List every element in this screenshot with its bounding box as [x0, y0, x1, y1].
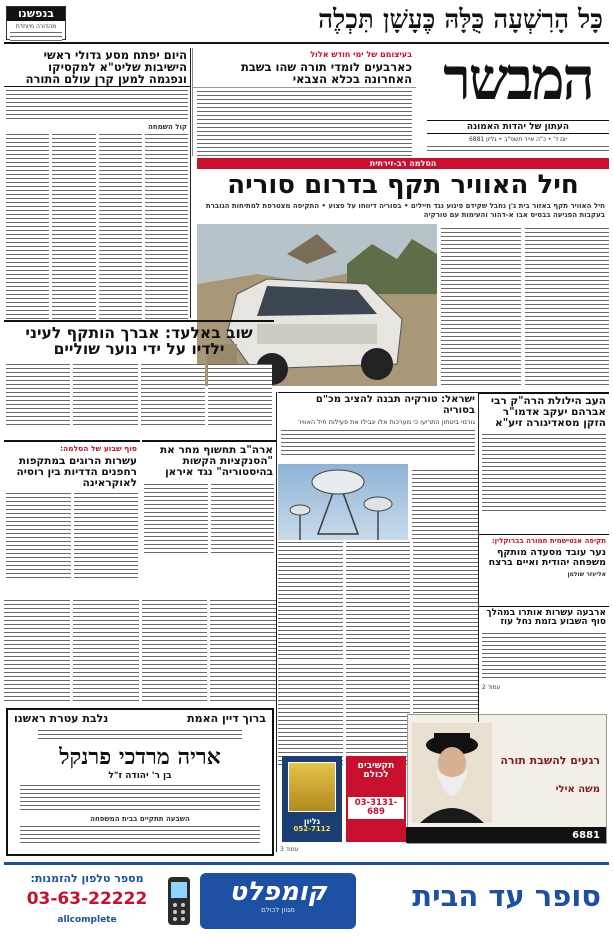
banner-side-box — [6, 6, 66, 40]
memorial-note: השבעה תתקיים בבית המשפחה — [90, 815, 190, 824]
footer-slogan: סופר עד הבית — [412, 879, 601, 913]
war-headline: עשרות הרוגים במתקפות רחפנים הדדיות בין רוסיה לאוקראינה — [16, 455, 137, 490]
memorial-sub: בן ר' יהודה ז"ל — [108, 770, 172, 781]
middle-columns — [278, 542, 478, 662]
top-left-headline: היום יפתח מסע גדולי ראשי הישיבות שליט"א למקסיקו ונפגמה למען קרן עולם התורה — [4, 48, 190, 87]
nahal-oz-story — [479, 606, 609, 710]
footer-brand-box — [200, 873, 356, 929]
turkey-story — [278, 392, 478, 462]
masthead-tagline: העתון של יהדות האמונה — [427, 120, 609, 134]
top-banner — [4, 4, 609, 44]
lead-subhead: חיל האוויר תקף באזור בית ג'ן נחבל שקידם פיגוע נגד חיילים • בסוריה דיווחו על פצוע • התקיפה מצטרפת למתיחות הגוברת בעקבות הפגיעה בבסיס אבו א-דהור והעימות עם טורקיה — [205, 202, 605, 220]
brooklyn-kicker: תקיפה אנטישמית חמורה בברוקלין: — [491, 537, 606, 545]
memorial-top: ברוך דיין האמת — [187, 712, 266, 725]
masthead-dateline: יום ד' • כ"ה אייר תשפ"ב • גליון 6881 — [468, 136, 568, 143]
masthead — [427, 44, 609, 156]
ad-rabbi — [407, 714, 607, 844]
banner-side-logo: בנפשנו — [7, 7, 65, 21]
footer-brand-sub: מגוון לכולם — [261, 906, 295, 915]
lead-kicker: הסלמה רב-זירתית — [197, 158, 609, 169]
radar-photo — [278, 464, 408, 540]
war-kicker: סוף שבוע של הסלמה: — [60, 444, 137, 453]
ad-small-phone: 03-3131-689 — [348, 797, 404, 819]
memorial-notice — [6, 708, 274, 856]
ad-book — [282, 756, 342, 842]
banner-side-sub: מהדורה מיוחדת — [15, 22, 57, 30]
footer-phone-label: מספר טלפון להזמנות: — [30, 872, 144, 885]
footer-site: allcomplete — [57, 915, 117, 925]
ad-rabbi-text: רגעים להשבת תורה — [500, 754, 600, 767]
elad-story — [4, 320, 274, 438]
brooklyn-story — [479, 534, 609, 604]
elad-headline: שוב באלעד: אברך הותקף לעיני ילדיו על ידי נוער שוליים — [25, 324, 253, 359]
top-left-story — [4, 48, 190, 318]
phone-icon — [166, 875, 192, 927]
turkey-sub: גורמי ביטחון התריעו כי מערכות אלו יגבילו את פעילות חיל האוויר — [297, 418, 475, 426]
banner-verse: כָּל הָרִשְׁעָה כֻּלָּהּ כֶּעָשָׁן תִּכְלֶה — [318, 5, 603, 35]
top-left-kicker: קול השמחה — [147, 123, 187, 132]
hillula-story — [479, 392, 609, 532]
top-mid-headline: כארבעים לומדי תורה שהו בשבת האחרונה בכלא הצבאי — [193, 59, 416, 88]
nahal-oz-byline: עמוד 2 — [482, 683, 501, 691]
ad-small-title: תקשיבים לכולם — [357, 761, 395, 781]
page-ref: עמוד 3 — [280, 846, 299, 853]
brooklyn-headline: נער עובד מסעדה מותקף משפחה יהודית ואיים ברצח — [488, 547, 606, 568]
top-mid-story — [192, 48, 416, 156]
usa-headline: ארה"ב תחשוף מחר את "הסנקציות הקשות בהיסטוריה" נגד איראן — [159, 444, 273, 479]
rabbi-portrait-image — [412, 723, 492, 823]
lead-headline: חיל האוויר תקף בדרום סוריה — [227, 170, 579, 200]
masthead-logo: המבשר — [443, 44, 593, 114]
ad-book-title: גליון — [303, 817, 321, 826]
war-story — [4, 440, 140, 596]
radar-dish-image — [278, 464, 408, 540]
hillula-headline: העב הילולת הרה"ק רבי אברהם יעקב אדמו"ר הזקן מסאדיגורה זיע"א — [490, 395, 606, 430]
usa-story — [142, 440, 276, 570]
footer-phone: 03-63-22222 — [26, 889, 148, 909]
byline-right: אליעזר שולמן — [567, 570, 606, 578]
ad-book-phone: 052-7112 — [293, 825, 331, 834]
ad-rabbi-sub: משה אילי — [555, 784, 600, 795]
ad-small — [346, 756, 406, 842]
footer-brand: קומפלט — [229, 877, 327, 907]
memorial-top2: נלבת עטרת ראשנו — [14, 712, 109, 725]
nahal-oz-headline: ארבעה עשרות אותרו במהלך סוף השבוע בזמת נחל עוז — [486, 608, 606, 628]
issue-number: 6881 — [572, 829, 600, 841]
footer-ad — [4, 862, 609, 934]
lower-left-columns — [4, 600, 276, 704]
memorial-name: אריה מרדכי פרנקל — [59, 743, 221, 770]
turkey-headline: ישראל: טורקיה תבנה להציב מכ"ם בסוריה — [315, 394, 475, 416]
top-mid-kicker: בעיצומם של ימי חודש אלול — [310, 50, 412, 59]
